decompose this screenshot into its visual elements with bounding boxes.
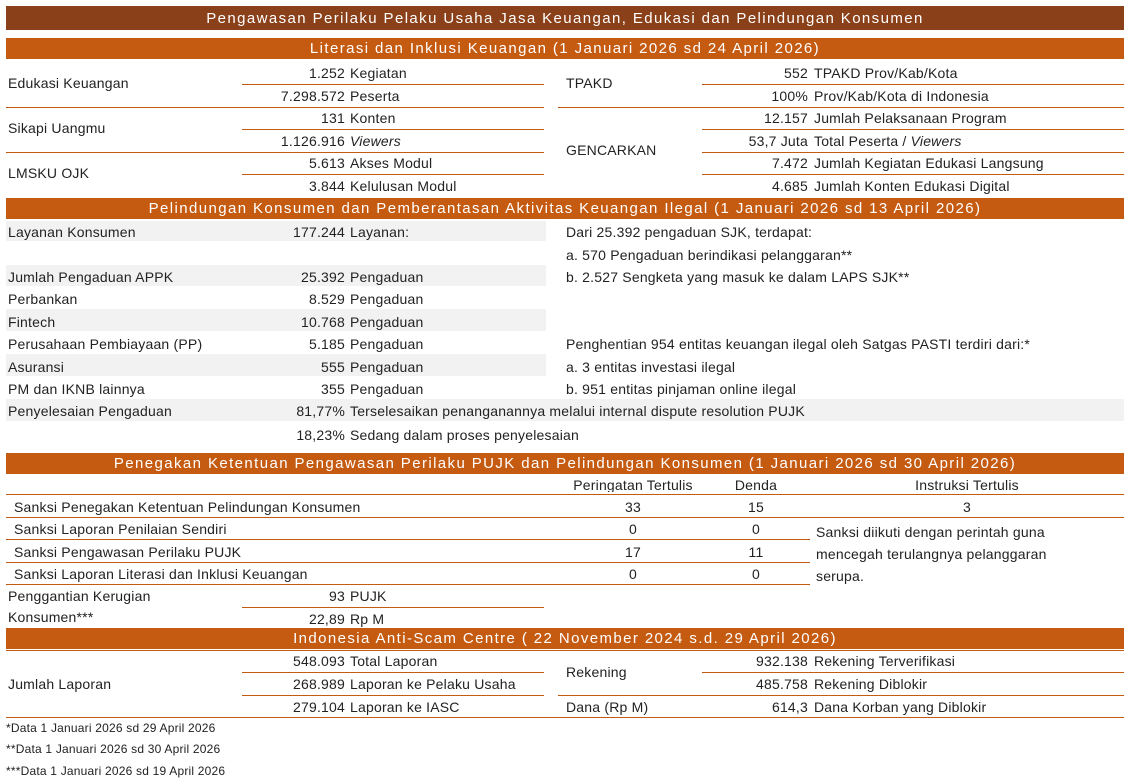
iasc-header [6, 628, 1124, 649]
divider [242, 607, 544, 608]
gencarkan-unit-1: Jumlah Pelaksanaan Program [814, 110, 1007, 126]
sanksi-row-4-label: Sanksi Laporan Literasi dan Inklusi Keuangan [14, 566, 308, 582]
sikapi-label: Sikapi Uangmu [8, 120, 106, 136]
gencarkan-value-1: 12.157 [763, 110, 808, 126]
gencarkan-unit-2 [814, 134, 962, 148]
laporan-value-3: 279.104 [292, 699, 345, 715]
pasti-line-2: a. 3 entitas investasi ilegal [566, 359, 736, 375]
kerugian-value-1: 93 [329, 588, 345, 604]
pp-label: Perusahaan Pembiayaan (PP) [8, 336, 203, 352]
laporan-unit-2: Laporan ke Pelaku Usaha [350, 676, 516, 692]
sanksi-row-4-denda: 0 [752, 566, 760, 582]
sjk-line-2: a. 570 Pengaduan berindikasi pelanggaran** [566, 247, 853, 263]
divider [558, 695, 1124, 696]
tpakd-unit-2: Prov/Kab/Kota di Indonesia [814, 88, 989, 104]
dana-value: 614,3 [771, 699, 808, 715]
divider [702, 174, 1124, 175]
lmsku-value-2: 3.844 [308, 178, 345, 194]
sikapi-value-2: 1.126.916 [280, 133, 345, 149]
pp-value: 5.185 [308, 336, 345, 352]
pengaduan-unit: Pengaduan [350, 269, 424, 285]
sanksi-row-3-label: Sanksi Pengawasan Perilaku PUJK [14, 544, 242, 560]
edukasi-unit-2: Peserta [350, 88, 400, 104]
sanksi-row-1-peringatan: 33 [625, 499, 641, 515]
kerugian-unit-2: Rp M [350, 611, 385, 627]
layanan-value: 177.244 [292, 224, 345, 240]
edukasi-label: Edukasi Keuangan [8, 75, 129, 91]
divider [6, 152, 544, 153]
perbankan-label: Perbankan [8, 291, 78, 307]
sanksi-note-3: serupa. [816, 568, 865, 584]
divider [242, 672, 544, 673]
col-denda: Denda [734, 477, 778, 493]
laporan-label: Jumlah Laporan [8, 676, 112, 692]
rekening-label: Rekening [566, 664, 627, 680]
laporan-unit-1: Total Laporan [350, 653, 438, 669]
divider [702, 152, 1124, 153]
divider [702, 84, 1124, 85]
dana-label: Dana (Rp M) [566, 699, 649, 715]
lmsku-label: LMSKU OJK [8, 165, 90, 181]
gencarkan-unit-3: Jumlah Kegiatan Edukasi Langsung [814, 155, 1044, 171]
laporan-value-2: 268.989 [292, 676, 345, 692]
sanksi-note-2: mencegah terulangnya pelanggaran [816, 546, 1047, 562]
gencarkan-value-3: 7.472 [771, 155, 808, 171]
fintech-label: Fintech [8, 314, 56, 330]
pengaduan-label: Jumlah Pengaduan APPK [8, 269, 174, 285]
divider [702, 672, 1124, 673]
sanksi-row-2-peringatan: 0 [629, 521, 637, 537]
sjk-line-1: Dari 25.392 pengaduan SJK, terdapat: [566, 224, 813, 240]
dana-unit: Dana Korban yang Diblokir [814, 699, 987, 715]
footnote-2: **Data 1 Januari 2026 sd 30 April 2026 [6, 742, 221, 756]
sikapi-value-1: 131 [321, 110, 345, 126]
col-instruksi: Instruksi Tertulis [915, 477, 1019, 493]
pelindungan-title: Pelindungan Konsumen dan Pemberantasan Aktivitas Keuangan Ilegal (1 Januari 2026 sd 13 April 2026) [148, 200, 982, 217]
divider [6, 717, 1124, 718]
fintech-value: 10.768 [300, 314, 345, 330]
col-peringatan: Peringatan Tertulis [573, 478, 693, 492]
sikapi-unit-2: Viewers [350, 133, 401, 149]
lmsku-unit-1: Akses Modul [350, 155, 433, 171]
penyelesaian-value-1: 81,77% [296, 403, 345, 419]
kerugian-label-1: Penggantian Kerugian [8, 588, 151, 604]
pm-iknb-value: 355 [321, 381, 345, 397]
gencarkan-unit-2a: Total Peserta / [814, 133, 911, 149]
footnote-3: ***Data 1 Januari 2026 sd 19 April 2026 [6, 764, 226, 778]
gencarkan-label: GENCARKAN [566, 142, 657, 158]
rekening-value-1: 932.138 [755, 653, 808, 669]
pasti-line-1: Penghentian 954 entitas keuangan ilegal oleh Satgas PASTI terdiri dari:* [566, 336, 1030, 352]
sanksi-row-3-denda: 11 [748, 544, 764, 560]
divider [6, 107, 544, 108]
kerugian-unit-1: PUJK [350, 588, 387, 604]
penegakan-title: Penegakan Ketentuan Pengawasan Perilaku PUJK dan Pelindungan Konsumen (1 Januari 2026 sd 30 April 2026) [113, 455, 1017, 472]
main-header-title: Pengawasan Perilaku Pelaku Usaha Jasa Keuangan, Edukasi dan Pelindungan Konsumen [206, 9, 924, 27]
sanksi-row-1-denda: 15 [748, 499, 764, 515]
tpakd-value-2: 100% [771, 88, 808, 104]
sanksi-note-1: Sanksi diikuti dengan perintah guna [816, 524, 1045, 540]
pengaduan-value: 25.392 [300, 269, 345, 285]
tpakd-unit-1: TPAKD Prov/Kab/Kota [814, 65, 958, 81]
penegakan-header [6, 453, 1124, 474]
gencarkan-unit-2b: Viewers [910, 133, 962, 149]
edukasi-value-2: 7.298.572 [280, 88, 345, 104]
divider [242, 129, 544, 130]
edukasi-value-1: 1.252 [308, 65, 345, 81]
penyelesaian-label: Penyelesaian Pengaduan [8, 403, 172, 419]
layanan-unit: Layanan: [350, 224, 410, 240]
tpakd-value-1: 552 [784, 65, 808, 81]
sjk-line-3: b. 2.527 Sengketa yang masuk ke dalam LAPS SJK** [566, 269, 910, 285]
tpakd-label: TPAKD [566, 75, 613, 91]
asuransi-value: 555 [321, 359, 345, 375]
literasi-title: Literasi dan Inklusi Keuangan (1 Januari 2026 sd 24 April 2026) [309, 40, 821, 57]
divider [6, 584, 810, 585]
literasi-header [6, 38, 1124, 59]
divider [702, 129, 1124, 130]
kerugian-value-2: 22,89 [308, 611, 345, 627]
rekening-unit-2: Rekening Diblokir [814, 676, 928, 692]
divider [558, 107, 1124, 108]
pp-unit: Pengaduan [350, 336, 424, 352]
divider [6, 494, 1124, 495]
fintech-unit: Pengaduan [350, 314, 424, 330]
divider [242, 174, 544, 175]
pm-iknb-label: PM dan IKNB lainnya [8, 381, 145, 397]
gencarkan-value-4: 4.685 [771, 178, 808, 194]
divider [242, 84, 544, 85]
lmsku-unit-2: Kelulusan Modul [350, 178, 457, 194]
iasc-title: Indonesia Anti-Scam Centre ( 22 November 2024 s.d. 29 April 2026) [293, 630, 837, 647]
layanan-label: Layanan Konsumen [8, 224, 136, 240]
laporan-unit-3: Laporan ke IASC [350, 699, 460, 715]
gencarkan-value-2: 53,7 Juta [748, 133, 808, 149]
pelindungan-header [6, 198, 1124, 219]
penyelesaian-text-1: Terselesaikan penanganannya melalui internal dispute resolution PUJK [350, 403, 805, 419]
pm-iknb-unit: Pengaduan [350, 381, 424, 397]
perbankan-value: 8.529 [308, 291, 345, 307]
divider [6, 650, 1124, 651]
sanksi-row-1-label: Sanksi Penegakan Ketentuan Pelindungan Konsumen [14, 499, 361, 515]
sanksi-row-2-label: Sanksi Laporan Penilaian Sendiri [14, 521, 227, 537]
asuransi-label: Asuransi [8, 359, 65, 375]
kerugian-label-2: Konsumen*** [8, 609, 94, 625]
sikapi-unit-1: Konten [350, 110, 396, 126]
penyelesaian-text-2: Sedang dalam proses penyelesaian [350, 427, 579, 443]
pasti-line-3: b. 951 entitas pinjaman online ilegal [566, 381, 796, 397]
divider [6, 517, 1124, 518]
laporan-value-1: 548.093 [292, 653, 345, 669]
divider [6, 562, 810, 563]
edukasi-unit-1: Kegiatan [350, 65, 407, 81]
main-header [6, 6, 1124, 30]
rekening-unit-1: Rekening Terverifikasi [814, 653, 956, 669]
divider [6, 539, 810, 540]
asuransi-unit: Pengaduan [350, 359, 424, 375]
rekening-value-2: 485.758 [755, 676, 808, 692]
divider [242, 695, 544, 696]
sanksi-row-2-denda: 0 [752, 521, 760, 537]
sanksi-row-1-instruksi: 3 [963, 499, 971, 515]
sanksi-row-3-peringatan: 17 [625, 544, 641, 560]
sanksi-row-4-peringatan: 0 [629, 566, 637, 582]
perbankan-unit: Pengaduan [350, 291, 424, 307]
penyelesaian-value-2: 18,23% [296, 427, 345, 443]
gencarkan-unit-4: Jumlah Konten Edukasi Digital [814, 178, 1010, 194]
lmsku-value-1: 5.613 [308, 155, 345, 171]
footnote-1: *Data 1 Januari 2026 sd 29 April 2026 [6, 721, 216, 735]
